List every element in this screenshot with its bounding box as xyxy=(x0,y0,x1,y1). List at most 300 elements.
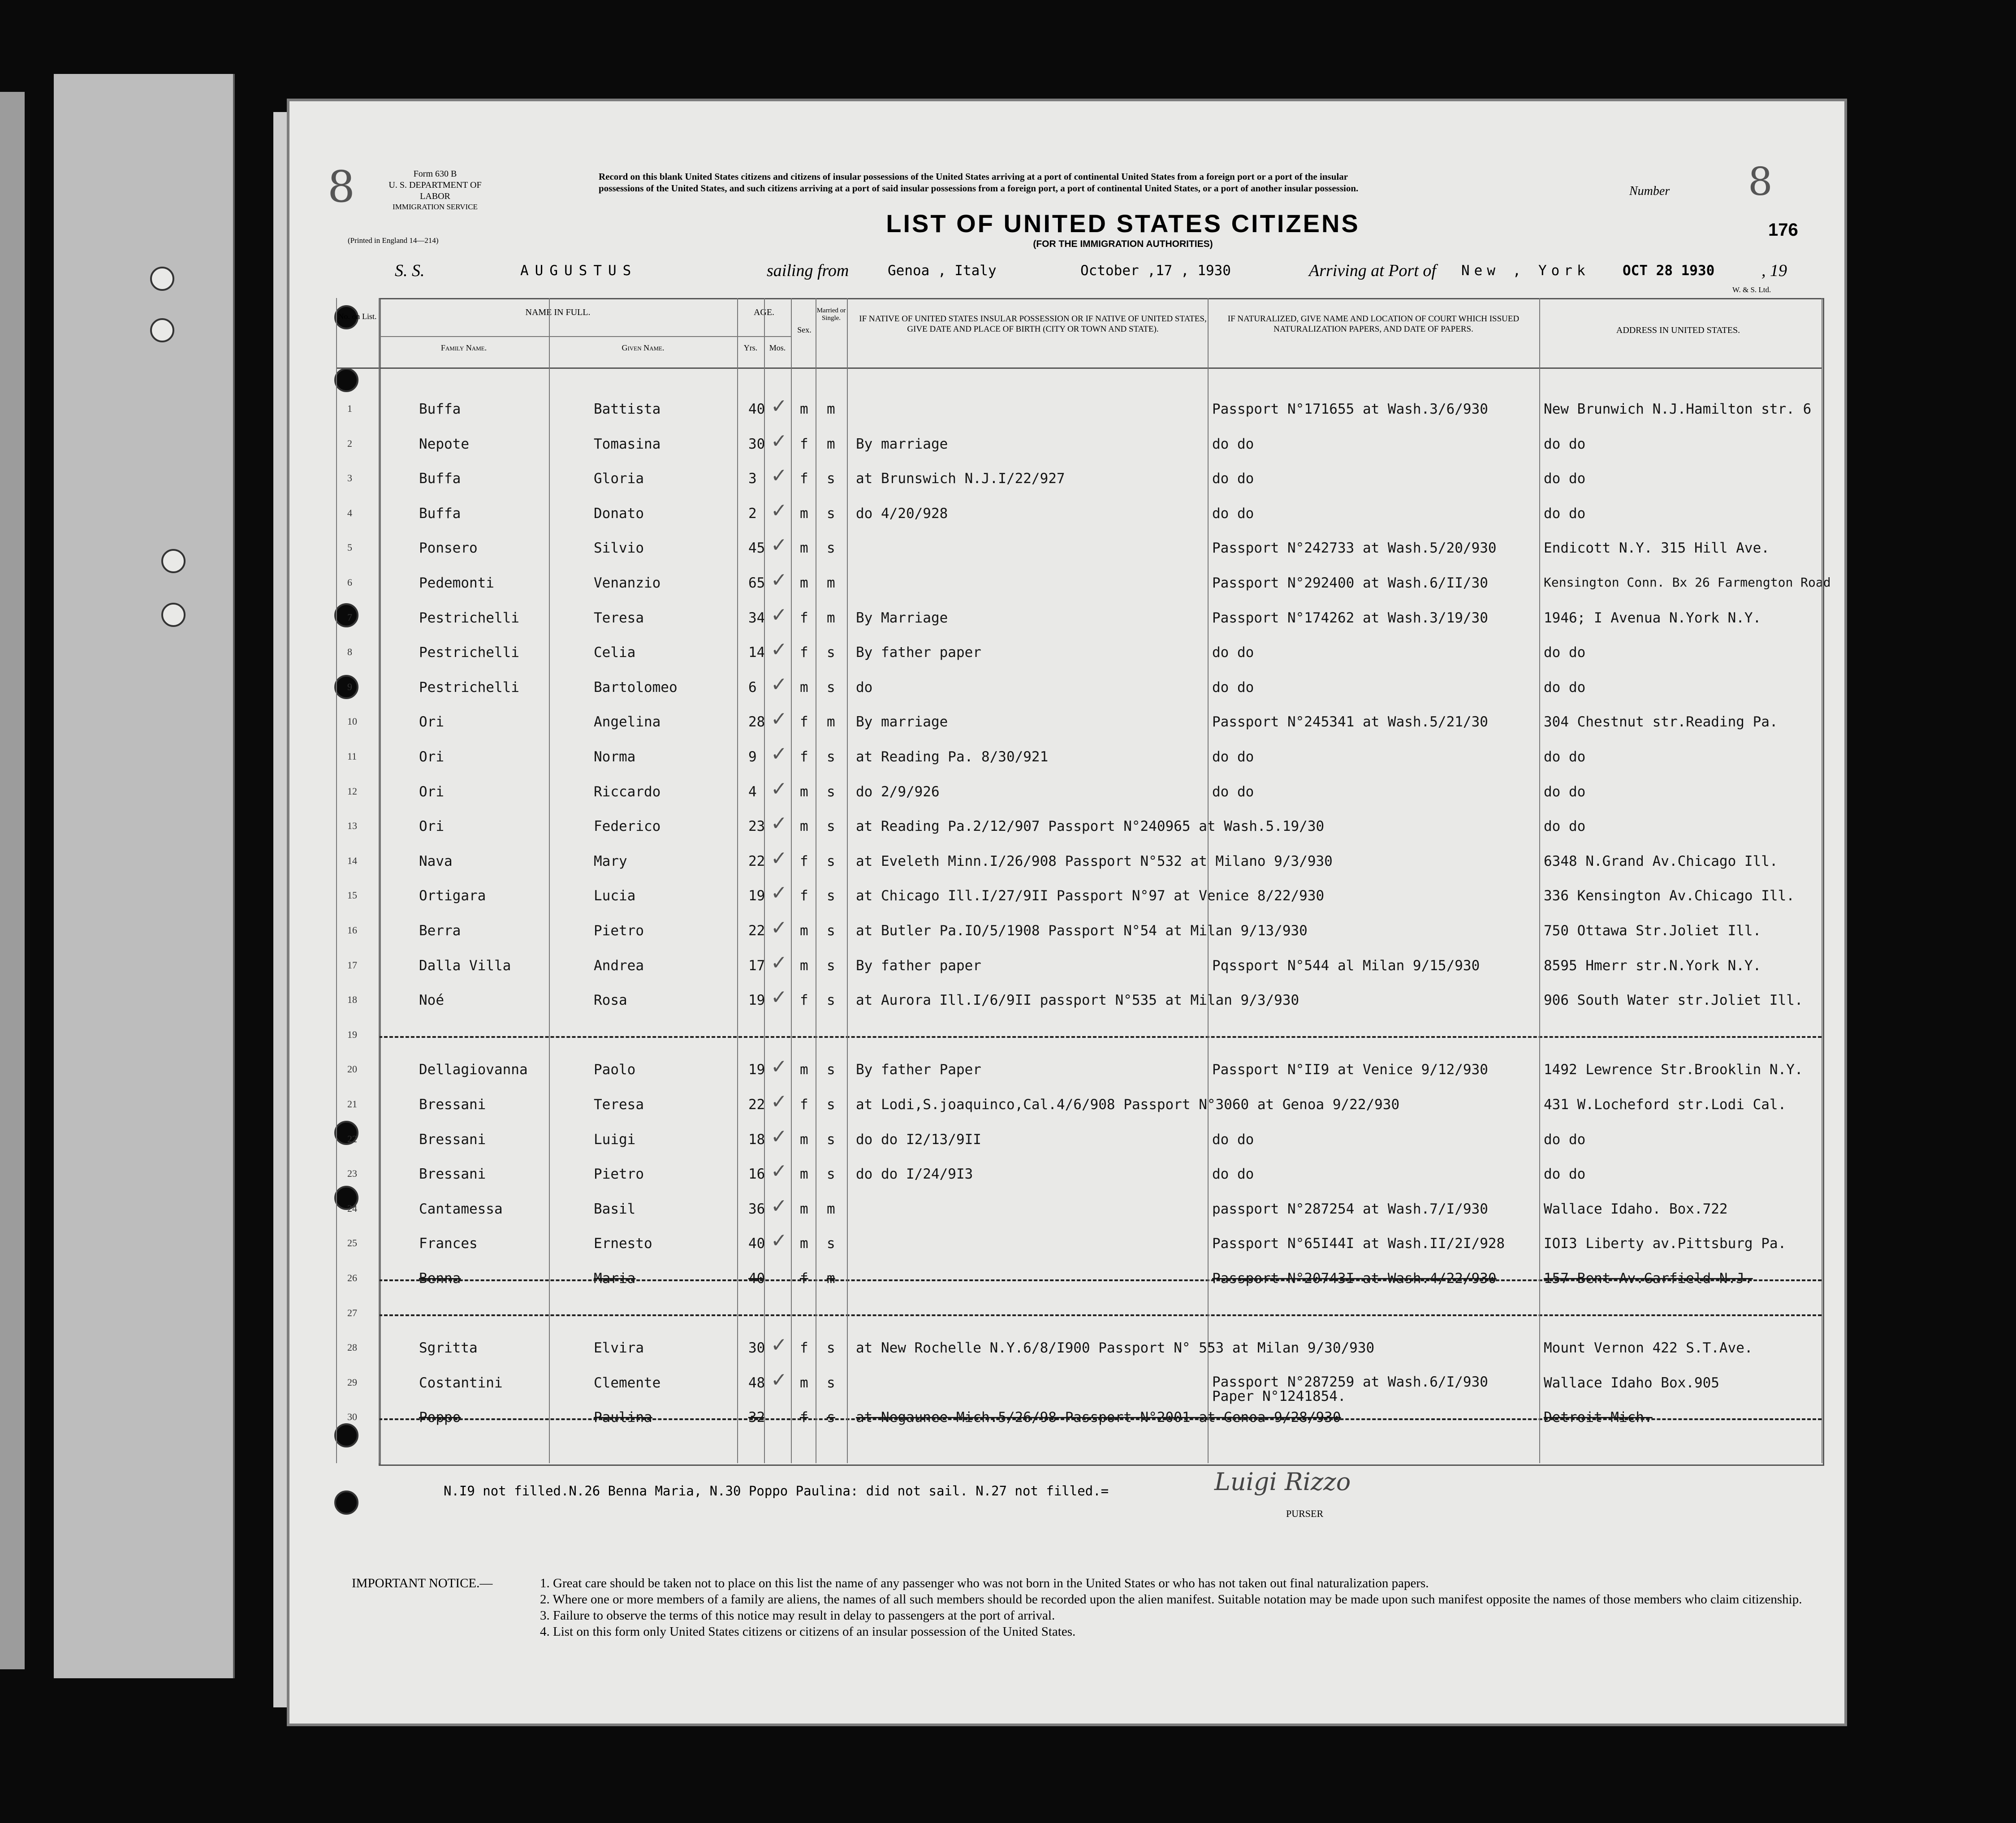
notice-item-1: 1. Great care should be taken not to place on this list the name of any passenger who was not born in the United States or who has not taken out final naturalization papers. xyxy=(540,1576,1429,1590)
age-months: ✓ xyxy=(771,1229,787,1253)
table-row xyxy=(347,395,1822,432)
age-years: 28 xyxy=(748,714,765,730)
row-number: 10 xyxy=(347,716,357,727)
table-row xyxy=(347,1090,1822,1128)
sex: f xyxy=(800,888,808,904)
us-address: do do xyxy=(1544,1166,1586,1183)
adjacent-sheet xyxy=(54,74,235,1678)
age-years: 65 xyxy=(748,575,765,591)
age-months: ✓ xyxy=(771,1090,787,1113)
family-name: Ortigara xyxy=(419,888,486,904)
age-months: ✓ xyxy=(771,429,787,453)
birth-info: By marriage xyxy=(856,436,948,452)
header-age: AGE. xyxy=(753,307,775,317)
given-name: Celia xyxy=(594,644,636,661)
marital-status: s xyxy=(827,923,835,939)
column-divider xyxy=(847,298,848,1463)
column-divider xyxy=(379,298,380,1463)
family-name: Noé xyxy=(419,992,444,1009)
sex: f xyxy=(800,609,808,626)
marital-status: s xyxy=(827,1097,835,1113)
row-number: 3 xyxy=(347,472,352,484)
us-address: 431 W.Locheford str.Lodi Cal. xyxy=(1544,1097,1787,1113)
purser-signature: Luigi Rizzo xyxy=(1214,1468,1351,1496)
age-months: ✓ xyxy=(771,847,787,870)
family-name: Ponsero xyxy=(419,540,478,557)
naturalization-info: Passport N°171655 at Wash.3/6/930 xyxy=(1212,401,1488,417)
header-married-single: Married or Single. xyxy=(816,307,846,322)
given-name: Ernesto xyxy=(594,1235,652,1252)
row-number: 26 xyxy=(347,1272,357,1283)
family-name: Pestrichelli xyxy=(419,609,519,626)
table-row xyxy=(347,1368,1822,1406)
given-name: Pietro xyxy=(594,1166,644,1183)
age-months: ✓ xyxy=(771,1368,787,1391)
birth-info: at Butler Pa.IO/5/1908 Passport N°54 at Milan 9/13/930 xyxy=(856,923,1308,939)
age-years: 30 xyxy=(748,1340,765,1356)
us-address: 1946; I Avenua N.York N.Y. xyxy=(1544,609,1761,626)
marital-status: s xyxy=(827,992,835,1009)
row-number: 12 xyxy=(347,785,357,797)
header-yrs: Yrs. xyxy=(743,343,758,352)
us-address: do do xyxy=(1544,505,1586,522)
table-row xyxy=(347,1229,1822,1267)
sex: f xyxy=(800,436,808,452)
page-number: 176 xyxy=(1768,220,1798,240)
naturalization-info: do do xyxy=(1212,1166,1254,1183)
naturalization-info: Passport N°65I44I at Wash.II/2I/928 xyxy=(1212,1235,1505,1252)
row-number: 17 xyxy=(347,959,357,971)
row-number: 27 xyxy=(347,1307,357,1318)
table-row xyxy=(347,1270,1822,1302)
age-months: ✓ xyxy=(771,673,787,696)
naturalization-info: do do xyxy=(1212,749,1254,765)
page-title: LIST OF UNITED STATES CITIZENS xyxy=(886,209,1360,238)
table-row xyxy=(347,986,1822,1024)
marital-status: s xyxy=(827,888,835,904)
naturalization-info: do do xyxy=(1212,505,1254,522)
table-row xyxy=(347,916,1822,954)
age-years: 34 xyxy=(748,609,765,626)
notice-item-2: 2. Where one or more members of a family are aliens, the names of all such members should be recorded upon the alien manifest. Suitable notation may be made upon such manifest opposite the names of those members who claim citizenship. xyxy=(540,1592,1802,1607)
age-years: 9 xyxy=(748,749,757,765)
family-name: Costantini xyxy=(419,1374,503,1391)
marital-status: s xyxy=(827,1374,835,1391)
sex: f xyxy=(800,471,808,487)
table-row xyxy=(347,881,1822,919)
naturalization-info: do do xyxy=(1212,436,1254,452)
printed-note: (Printed in England 14—214) xyxy=(348,236,439,245)
birth-info: at Eveleth Minn.I/26/908 Passport N°532 at Milano 9/3/930 xyxy=(856,853,1333,869)
header-no-on-list: No. on List. xyxy=(338,312,377,321)
age-months: ✓ xyxy=(771,534,787,557)
age-years: 3 xyxy=(748,471,757,487)
form-id: Form 630 B xyxy=(413,169,457,179)
marital-status: s xyxy=(827,1235,835,1252)
row-number: 8 xyxy=(347,646,352,658)
naturalization-info: Passport N°242733 at Wash.5/20/930 xyxy=(1212,540,1497,557)
given-name: Andrea xyxy=(594,957,644,974)
age-years: 40 xyxy=(748,1235,765,1252)
header-name-in-full: NAME IN FULL. xyxy=(525,307,591,317)
family-name: Bressani xyxy=(419,1166,486,1183)
age-years: 19 xyxy=(748,1062,765,1078)
service: IMMIGRATION SERVICE xyxy=(393,203,478,211)
sex: f xyxy=(800,1409,808,1426)
departure-port: Genoa , Italy xyxy=(888,263,997,279)
sex: f xyxy=(800,1097,808,1113)
given-name: Rosa xyxy=(594,992,627,1009)
naturalization-info: Passport N°287259 at Wash.6/I/930 Paper N°1241854. xyxy=(1212,1374,1488,1404)
family-name: Buffa xyxy=(419,505,461,522)
column-divider xyxy=(336,298,337,1463)
row-number: 15 xyxy=(347,890,357,901)
given-name: Gloria xyxy=(594,471,644,487)
birth-info: By Marriage xyxy=(856,609,948,626)
age-months: ✓ xyxy=(771,499,787,522)
age-years: 40 xyxy=(748,1270,765,1287)
age-months: ✓ xyxy=(771,743,787,765)
age-months: ✓ xyxy=(771,881,787,905)
marital-status: m xyxy=(827,1270,835,1287)
table-row xyxy=(347,1125,1822,1163)
marital-status: s xyxy=(827,1131,835,1148)
crossed-out-line xyxy=(379,1279,1822,1281)
given-name: Battista xyxy=(594,401,661,417)
naturalization-info: do do xyxy=(1212,783,1254,800)
marital-status: s xyxy=(827,679,835,696)
family-name: Ori xyxy=(419,783,444,800)
birth-info: at Reading Pa.2/12/907 Passport N°240965 at Wash.5.19/30 xyxy=(856,818,1325,835)
marital-status: s xyxy=(827,957,835,974)
header-mos: Mos. xyxy=(769,343,786,352)
given-name: Angelina xyxy=(594,714,661,730)
column-divider xyxy=(1208,298,1209,1463)
table-row xyxy=(347,603,1822,641)
family-name: Dalla Villa xyxy=(419,957,511,974)
punch-hole xyxy=(150,267,174,291)
naturalization-info: do do xyxy=(1212,1131,1254,1148)
punch-hole xyxy=(334,675,358,699)
family-name: Poppo xyxy=(419,1409,461,1426)
table-row xyxy=(347,1305,1822,1337)
given-name: Norma xyxy=(594,749,636,765)
row-number: 1 xyxy=(347,403,352,414)
table-row xyxy=(347,1194,1822,1232)
us-address: 8595 Hmerr str.N.York N.Y. xyxy=(1544,957,1761,974)
table-row xyxy=(347,464,1822,502)
marital-status: m xyxy=(827,401,835,417)
family-name: Ori xyxy=(419,749,444,765)
column-divider xyxy=(737,298,738,1463)
birth-info: By marriage xyxy=(856,714,948,730)
given-name: Pietro xyxy=(594,923,644,939)
given-name: Federico xyxy=(594,818,661,835)
number-value: 8 xyxy=(1748,160,1773,204)
naturalization-info: Passport N°20743I at Wash.4/22/930 xyxy=(1212,1270,1497,1287)
us-address: do do xyxy=(1544,679,1586,696)
table-row xyxy=(347,429,1822,467)
us-address: 1492 Lewrence Str.Brooklin N.Y. xyxy=(1544,1062,1803,1078)
purser-label: PURSER xyxy=(1286,1508,1324,1519)
table-row xyxy=(347,777,1822,815)
us-address: do do xyxy=(1544,783,1586,800)
family-name: Sgritta xyxy=(419,1340,478,1356)
given-name: Paolo xyxy=(594,1062,636,1078)
family-name: Ori xyxy=(419,818,444,835)
birth-info: at Brunswich N.J.I/22/927 xyxy=(856,471,1065,487)
table-row xyxy=(347,812,1822,850)
age-years: 6 xyxy=(748,679,757,696)
column-divider xyxy=(549,298,550,1463)
age-months: ✓ xyxy=(771,464,787,488)
row-number: 7 xyxy=(347,611,352,623)
sex: m xyxy=(800,540,808,557)
table-row xyxy=(347,638,1822,676)
table-row xyxy=(347,499,1822,537)
crossed-out-line xyxy=(379,1314,1822,1316)
marital-status: s xyxy=(827,644,835,661)
family-name: Pedemonti xyxy=(419,575,494,591)
punch-hole xyxy=(150,318,174,342)
us-address: do do xyxy=(1544,749,1586,765)
table-row xyxy=(347,708,1822,745)
row-number: 29 xyxy=(347,1376,357,1388)
family-name: Ori xyxy=(419,714,444,730)
birth-info: do do I/24/9I3 xyxy=(856,1166,973,1183)
us-address: 6348 N.Grand Av.Chicago Ill. xyxy=(1544,853,1778,869)
age-years: 36 xyxy=(748,1201,765,1217)
row-number: 30 xyxy=(347,1411,357,1423)
family-name: Frances xyxy=(419,1235,478,1252)
age-months: ✓ xyxy=(771,395,787,418)
family-name: Buffa xyxy=(419,401,461,417)
age-years: 22 xyxy=(748,1097,765,1113)
marital-status: s xyxy=(827,749,835,765)
given-name: Silvio xyxy=(594,540,644,557)
given-name: Riccardo xyxy=(594,783,661,800)
marital-status: m xyxy=(827,609,835,626)
marital-status: m xyxy=(827,1201,835,1217)
form-instructions: Record on this blank United States citizens and citizens of insular possessions of the United States arriving at a port of continental United States from a foreign port or a port of the insular possessions of the United States, and such citizens arriving at a port of said insular possessions from a foreign port, a port of continental United States, or a port of another insular possession. xyxy=(599,171,1359,194)
row-number: 14 xyxy=(347,855,357,866)
age-years: 14 xyxy=(748,644,765,661)
sex: m xyxy=(800,1131,808,1148)
crossed-out-line xyxy=(379,1036,1822,1038)
given-name: Bartolomeo xyxy=(594,679,678,696)
age-years: 32 xyxy=(748,1409,765,1426)
notice-items xyxy=(540,1575,1830,1640)
row-number: 28 xyxy=(347,1342,357,1353)
naturalization-info: do do xyxy=(1212,471,1254,487)
table-row xyxy=(347,951,1822,989)
age-months: ✓ xyxy=(771,1160,787,1183)
birth-info: at New Rochelle N.Y.6/8/I900 Passport N° 553 at Milan 9/30/930 xyxy=(856,1340,1375,1356)
sex: m xyxy=(800,575,808,591)
family-name: Buffa xyxy=(419,471,461,487)
adjacent-page-edge xyxy=(0,92,25,1669)
form-header xyxy=(377,168,493,212)
ship-name: AUGUSTUS xyxy=(520,263,638,279)
family-name: Benna xyxy=(419,1270,461,1287)
marital-status: m xyxy=(827,714,835,730)
voyage-line xyxy=(395,263,1820,287)
family-name: Pestrichelli xyxy=(419,644,519,661)
header-address: ADDRESS IN UNITED STATES. xyxy=(1616,325,1740,335)
marital-status: s xyxy=(827,1409,835,1426)
column-divider xyxy=(791,298,792,1463)
age-months: ✓ xyxy=(771,638,787,661)
punch-hole xyxy=(334,368,358,392)
us-address: 906 South Water str.Joliet Ill. xyxy=(1544,992,1803,1009)
given-name: Clemente xyxy=(594,1374,661,1391)
age-months: ✓ xyxy=(771,603,787,626)
us-address: Endicott N.Y. 315 Hill Ave. xyxy=(1544,540,1770,557)
row-number: 19 xyxy=(347,1028,357,1040)
sex: m xyxy=(800,679,808,696)
table-row xyxy=(347,534,1822,571)
us-address: do do xyxy=(1544,1131,1586,1148)
age-years: 18 xyxy=(748,1131,765,1148)
header-given-name: Given Name. xyxy=(622,343,665,352)
naturalization-info: passport N°287254 at Wash.7/I/930 xyxy=(1212,1201,1488,1217)
us-address: do do xyxy=(1544,436,1586,452)
family-name: Nepote xyxy=(419,436,469,452)
row-number: 20 xyxy=(347,1063,357,1075)
given-name: Donato xyxy=(594,505,644,522)
age-years: 23 xyxy=(748,818,765,835)
age-years: 19 xyxy=(748,888,765,904)
header-sex: Sex. xyxy=(797,325,812,334)
given-name: Paulina xyxy=(594,1409,652,1426)
departure-date: October ,17 , 1930 xyxy=(1080,263,1231,279)
age-years: 22 xyxy=(748,853,765,869)
header-birth: IF NATIVE OF UNITED STATES INSULAR POSSESSION OR IF NATIVE OF UNITED STATES, GIVE DATE AND PLACE OF BIRTH (CITY OR TOWN AND STATE). xyxy=(859,314,1207,334)
punch-hole xyxy=(161,603,186,627)
arrival-stamp: OCT 28 1930 xyxy=(1623,263,1715,279)
age-months: ✓ xyxy=(771,986,787,1009)
naturalization-info: Pqssport N°544 al Milan 9/15/930 xyxy=(1212,957,1480,974)
birth-info: at Chicago Ill.I/27/9II Passport N°97 at Venice 8/22/930 xyxy=(856,888,1325,904)
sex: f xyxy=(800,1340,808,1356)
age-years: 40 xyxy=(748,401,765,417)
row-number: 18 xyxy=(347,994,357,1006)
birth-info: By father paper xyxy=(856,644,981,661)
table-row xyxy=(347,673,1822,711)
punch-hole xyxy=(334,603,358,627)
sex: m xyxy=(800,957,808,974)
marital-status: s xyxy=(827,818,835,835)
age-years: 48 xyxy=(748,1374,765,1391)
birth-info: at Negaunee Mich.5/26/98 Passport N°2001 at Genoa 9/28/930 xyxy=(856,1409,1341,1426)
row-number: 6 xyxy=(347,577,352,588)
age-months: ✓ xyxy=(771,951,787,974)
marital-status: m xyxy=(827,575,835,591)
table-row xyxy=(347,847,1822,885)
naturalization-info: Passport N°292400 at Wash.6/II/30 xyxy=(1212,575,1488,591)
sex: m xyxy=(800,505,808,522)
us-address: Mount Vernon 422 S.T.Ave. xyxy=(1544,1340,1753,1356)
footer-note: N.I9 not filled.N.26 Benna Maria, N.30 Poppo Paulina: did not sail. N.27 not filled.= xyxy=(444,1483,1109,1499)
age-months: ✓ xyxy=(771,708,787,731)
column-divider xyxy=(1539,298,1540,1463)
row-number: 23 xyxy=(347,1168,357,1179)
marital-status: s xyxy=(827,1062,835,1078)
us-address: do do xyxy=(1544,818,1586,835)
us-address: IOI3 Liberty av.Pittsburg Pa. xyxy=(1544,1235,1787,1252)
punch-hole xyxy=(334,1423,358,1447)
table-row xyxy=(347,1334,1822,1371)
table-row xyxy=(347,1160,1822,1197)
sex: m xyxy=(800,1374,808,1391)
marital-status: s xyxy=(827,1340,835,1356)
column-divider xyxy=(764,298,765,1463)
year-label: , 19 xyxy=(1761,261,1787,280)
given-name: Maria xyxy=(594,1270,636,1287)
naturalization-info: Passport N°II9 at Venice 9/12/930 xyxy=(1212,1062,1488,1078)
age-years: 30 xyxy=(748,436,765,452)
birth-info: do 2/9/926 xyxy=(856,783,940,800)
family-name: Pestrichelli xyxy=(419,679,519,696)
row-number: 25 xyxy=(347,1237,357,1249)
birth-info: at Aurora Ill.I/6/9II passport N°535 at Milan 9/3/930 xyxy=(856,992,1299,1009)
sex: m xyxy=(800,401,808,417)
form-number-mark: 8 xyxy=(328,162,355,212)
us-address: Wallace Idaho Box.905 xyxy=(1544,1374,1719,1391)
birth-info: at Reading Pa. 8/30/921 xyxy=(856,749,1049,765)
sex: m xyxy=(800,1166,808,1183)
given-name: Mary xyxy=(594,853,627,869)
ss-label: S. S. xyxy=(395,261,425,280)
given-name: Venanzio xyxy=(594,575,661,591)
given-name: Elvira xyxy=(594,1340,644,1356)
given-name: Luigi xyxy=(594,1131,636,1148)
table-body xyxy=(338,298,1831,1463)
age-months: ✓ xyxy=(771,1125,787,1148)
table-row xyxy=(347,743,1822,780)
notice-item-4: 4. List on this form only United States citizens or citizens of an insular possession of the United States. xyxy=(540,1624,1076,1639)
age-years: 45 xyxy=(748,540,765,557)
notice-label: IMPORTANT NOTICE.— xyxy=(352,1576,493,1590)
age-months: ✓ xyxy=(771,916,787,939)
row-number: 21 xyxy=(347,1098,357,1110)
marital-status: m xyxy=(827,436,835,452)
row-number: 11 xyxy=(347,751,357,762)
us-address: do do xyxy=(1544,644,1586,661)
notice-item-3: 3. Failure to observe the terms of this notice may result in delay to passengers at the port of arrival. xyxy=(540,1608,1055,1623)
row-number: 13 xyxy=(347,820,357,832)
marital-status: s xyxy=(827,853,835,869)
marital-status: s xyxy=(827,783,835,800)
age-years: 2 xyxy=(748,505,757,522)
row-number: 2 xyxy=(347,437,352,449)
number-label: Number xyxy=(1629,184,1670,198)
marital-status: s xyxy=(827,1166,835,1183)
age-years: 22 xyxy=(748,923,765,939)
marital-status: s xyxy=(827,540,835,557)
marital-status: s xyxy=(827,505,835,522)
department: U. S. DEPARTMENT OF LABOR xyxy=(389,180,482,201)
marital-status: s xyxy=(827,471,835,487)
naturalization-info: Passport N°174262 at Wash.3/19/30 xyxy=(1212,609,1488,626)
table-row xyxy=(347,1027,1822,1058)
us-address: 336 Kensington Av.Chicago Ill. xyxy=(1544,888,1795,904)
age-months: ✓ xyxy=(771,812,787,835)
age-months: ✓ xyxy=(771,777,787,800)
table-row xyxy=(347,1055,1822,1093)
sex: f xyxy=(800,714,808,730)
sex: f xyxy=(800,1270,808,1287)
